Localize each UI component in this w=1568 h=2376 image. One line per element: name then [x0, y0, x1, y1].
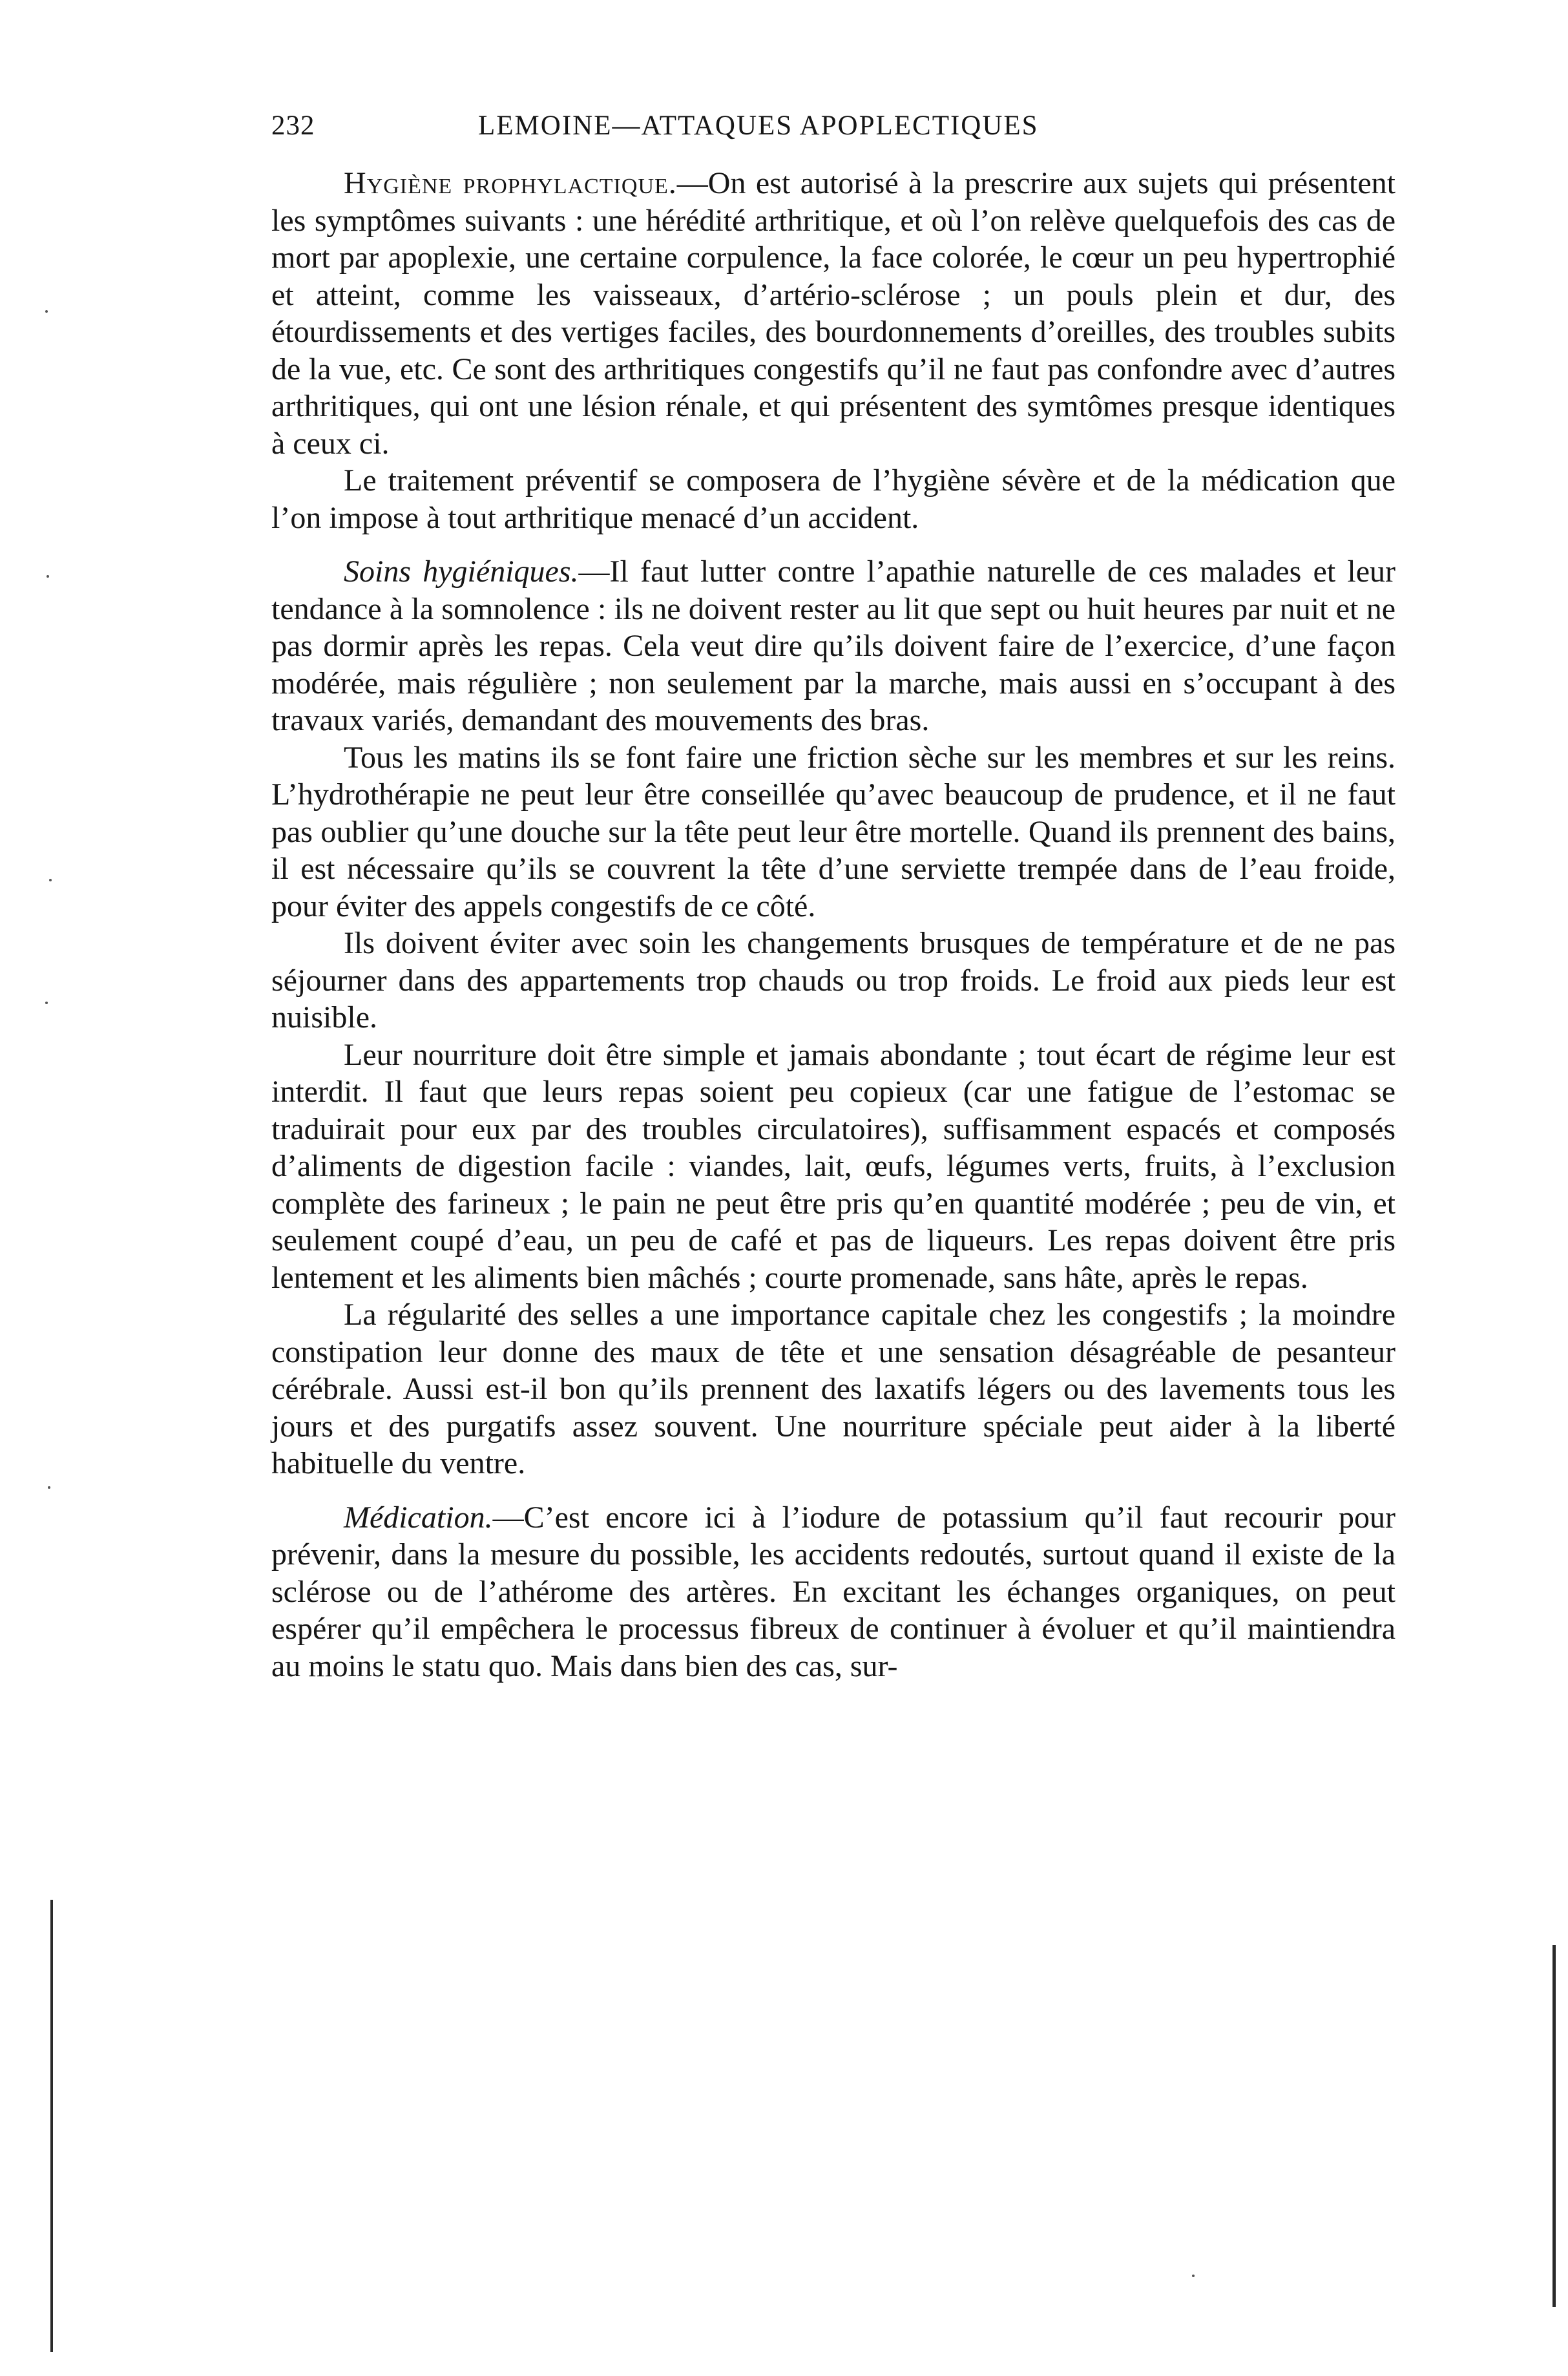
scan-speck	[47, 575, 49, 578]
paragraph-medication	[271, 1499, 1396, 1685]
section-heading-medication: Médication.	[344, 1500, 493, 1535]
paragraph-text: —On est autorisé à la prescrire aux sujets qui présentent les symptômes suivants : une hérédité arthritique, et où l’on relève quelquefois des cas de mort par apoplexie, une certaine corpulence, la face colorée, le cœur un peu hypertrophié et atteint, comme les vaisseaux, d’artério-sclérose ; un pouls plein et dur, des étourdissements et des vertiges faciles, des bourdonnements d’oreilles, des troubles subits de la vue, etc. Ce sont des arthritiques congestifs qu’il ne faut pas confondre avec d’autres arthritiques, qui ont une lésion rénale, et qui présentent des symtômes presque identiques à ceux ci.	[271, 166, 1396, 461]
paragraph-text: —C’est encore ici à l’iodure de potassium qu’il faut recourir pour prévenir, dans la mesure du possible, les accidents redoutés, surtout quand il existe de la sclérose ou de l’athérome des artères. En excitant les échanges organiques, on peut espérer qu’il empêchera le processus fibreux de continuer à évoluer et qu’il maintiendra au moins le statu quo. Mais dans bien des cas, sur-	[271, 1500, 1396, 1683]
section-heading-hygiene: Hygiène prophylactique.	[344, 166, 677, 200]
paragraph-nourriture: Leur nourriture doit être simple et jamais abondante ; tout écart de régime leur est interdit. Il faut que leurs repas soient peu copieux (car une fatigue de l’estomac se traduirait pour eux par des troubles circulatoires), suffisamment espacés et composés d’aliments de digestion facile : viandes, lait, œufs, légumes verts, fruits, à l’exclusion complète des farineux ; le pain ne peut être pris qu’en quantité modérée ; peu de vin, et seulement coupé d’eau, un peu de café et pas de liqueurs. Les repas doivent être pris lentement et les aliments bien mâchés ; courte promenade, sans hâte, après le repas.	[271, 1037, 1396, 1295]
paragraph-traitement: Le traitement préventif se composera de l’hygiène sévère et de la médication que l’on impose à tout arthritique menacé d’un accident.	[271, 463, 1396, 535]
scan-speck	[49, 879, 52, 881]
binding-edge-mark	[50, 1900, 53, 2352]
paragraph-matins: Tous les matins ils se font faire une friction sèche sur les membres et sur les reins. L’hydrothérapie ne peut leur être conseillée qu’avec beaucoup de prudence, et il ne faut pas oublier qu’une douche sur la tête peut leur être mortelle. Quand ils prennent des bains, il est nécessaire qu’ils se couvrent la tête d’une serviette trempée dans de l’eau froide, pour éviter des appels congestifs de ce côté.	[271, 740, 1396, 923]
paragraph-soins-hygieniques	[271, 553, 1396, 739]
page-number: 232	[271, 110, 315, 141]
running-title: LEMOINE—ATTAQUES APOPLECTIQUES	[478, 110, 1039, 141]
section-heading-soins: Soins hygiéniques.	[344, 554, 579, 589]
scan-speck	[45, 310, 48, 313]
book-page	[271, 110, 1396, 1685]
section-gap	[271, 1482, 1396, 1499]
scan-speck	[48, 1486, 50, 1489]
scan-speck	[1192, 2275, 1195, 2277]
paragraph-selles: La régularité des selles a une importance capitale chez les congestifs ; la moindre constipation leur donne des maux de tête et une sensation désagréable de pesanteur cérébrale. Aussi est-il bon qu’ils prennent des laxatifs légers ou des lavements tous les jours et des purgatifs assez souvent. Une nourriture spéciale peut aider à la liberté habituelle du ventre.	[271, 1298, 1396, 1480]
running-head	[271, 110, 1396, 142]
binding-edge-mark	[1552, 1945, 1556, 2307]
section-gap	[271, 536, 1396, 553]
paragraph-text: —Il faut lutter contre l’apathie naturelle de ces malades et leur tendance à la somnolence : ils ne doivent rester au lit que sept ou huit heures par nuit et ne pas dormir après les repas. Cela veut dire qu’ils doivent faire de l’exercice, d’une façon modérée, mais régulière ; non seulement par la marche, mais aussi en s’occupant à des travaux variés, demandant des mouvements des bras.	[271, 554, 1396, 737]
scan-speck	[45, 1002, 48, 1004]
paragraph-hygiene-prophylactique	[271, 165, 1396, 462]
paragraph-temperature: Ils doivent éviter avec soin les changements brusques de température et de ne pas séjourner dans des appartements trop chauds ou trop froids. Le froid aux pieds leur est nuisible.	[271, 926, 1396, 1035]
